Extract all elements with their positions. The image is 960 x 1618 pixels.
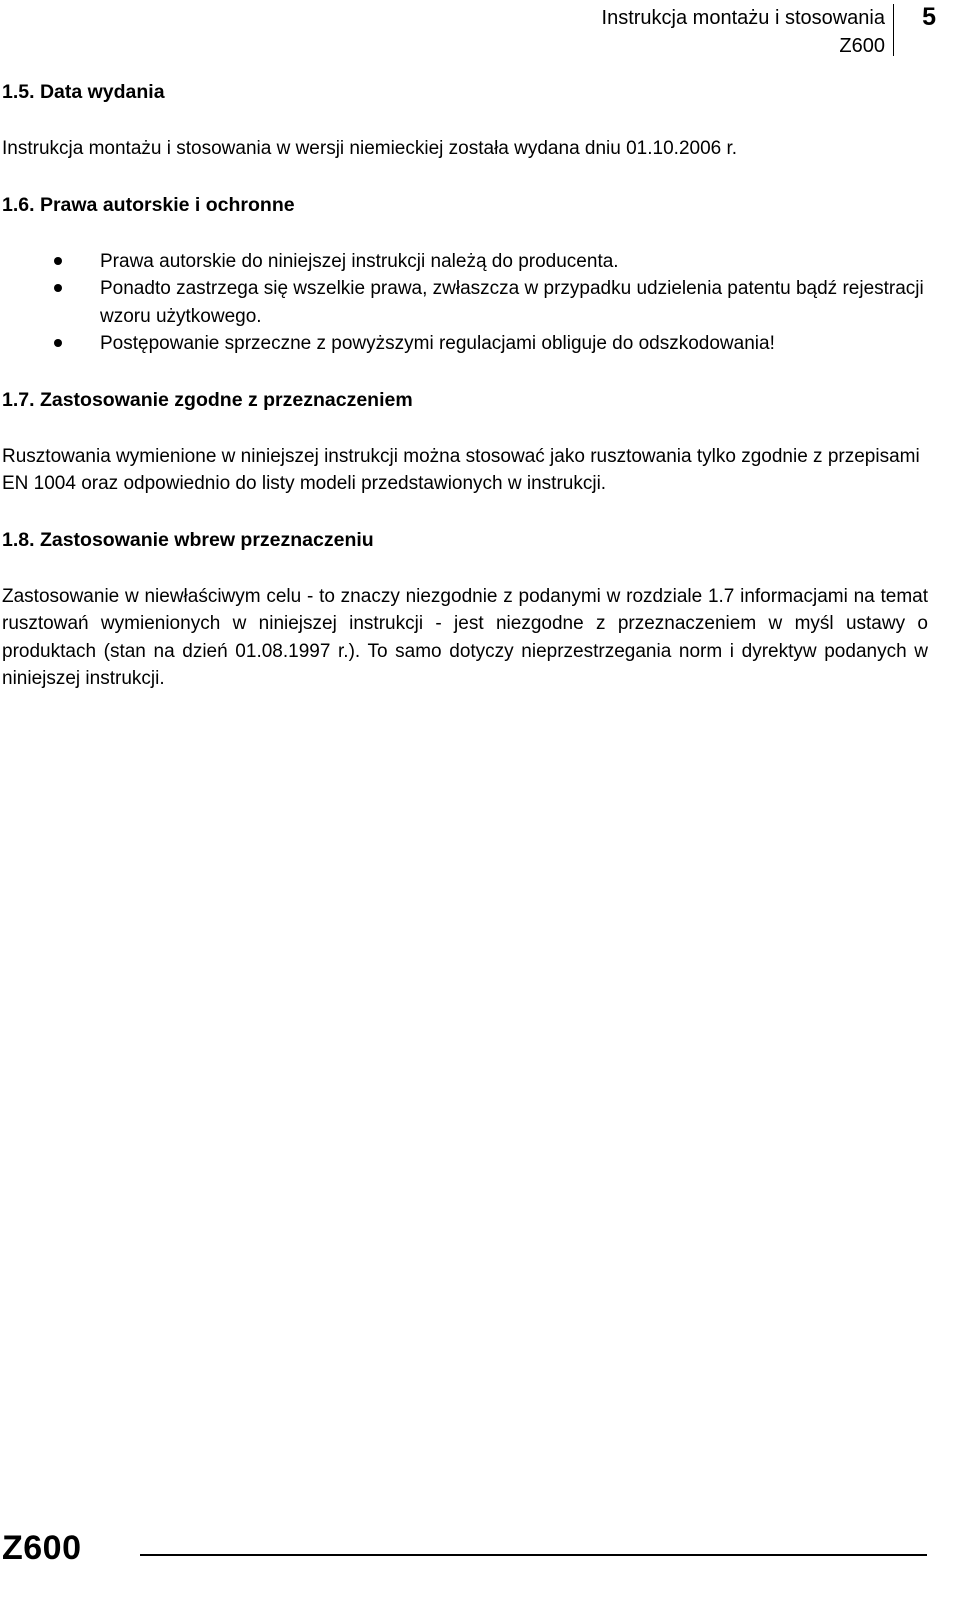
section-1-7 xyxy=(2,386,928,498)
list-item-text: Postępowanie sprzeczne z powyższymi regulacjami obliguje do odszkodowania! xyxy=(100,333,775,354)
header-subtitle: Z600 xyxy=(839,35,885,57)
section-1-5 xyxy=(2,78,928,163)
bullet-list xyxy=(2,248,928,358)
bullet-icon xyxy=(54,339,62,347)
list-item-text: Ponadto zastrzega się wszelkie prawa, zwłaszcza w przypadku udzielenia patentu bądź rejestracji wzoru użytkowego. xyxy=(100,278,924,327)
section-paragraph: Instrukcja montażu i stosowania w wersji niemieckiej została wydana dniu 01.10.2006 r. xyxy=(2,138,738,159)
page-header xyxy=(525,4,894,56)
document-body xyxy=(2,78,928,693)
list-item xyxy=(2,275,928,330)
section-heading: 1.6. Prawa autorskie i ochronne xyxy=(2,193,295,216)
section-heading: 1.7. Zastosowanie zgodne z przeznaczeniem xyxy=(2,388,413,411)
page-number: 5 xyxy=(922,3,936,31)
bullet-icon xyxy=(54,257,62,265)
section-paragraph: Zastosowanie w niewłaściwym celu - to znaczy niezgodnie z podanymi w rozdziale 1.7 informacjami na temat rusztowań wymienionych w niniejszej instrukcji - jest niezgodne z przeznaczeniem w myśl ustawy o produktach (stan na dzień 01.08.1997 r.). To samo dotyczy nieprzestrzegania norm i dyrektyw podanych w niniejszej instrukcji. xyxy=(2,585,928,689)
list-item xyxy=(2,330,928,358)
section-heading: 1.5. Data wydania xyxy=(2,81,165,103)
list-item-text: Prawa autorskie do niniejszej instrukcji należą do producenta. xyxy=(100,250,619,272)
header-title: Instrukcja montażu i stosowania xyxy=(601,7,885,29)
list-item xyxy=(2,248,928,276)
section-paragraph: Rusztowania wymienione w niniejszej instrukcji można stosować jako rusztowania tylko zgodnie z przepisami EN 1004 oraz odpowiednio do listy modeli przedstawionych w instrukcji. xyxy=(2,445,920,494)
section-heading: 1.8. Zastosowanie wbrew przeznaczeniu xyxy=(2,528,374,551)
section-1-8 xyxy=(2,526,928,693)
footer-logo: Z600 xyxy=(2,1529,82,1567)
footer-divider xyxy=(140,1554,927,1556)
bullet-icon xyxy=(54,284,62,292)
section-1-6 xyxy=(2,191,928,358)
